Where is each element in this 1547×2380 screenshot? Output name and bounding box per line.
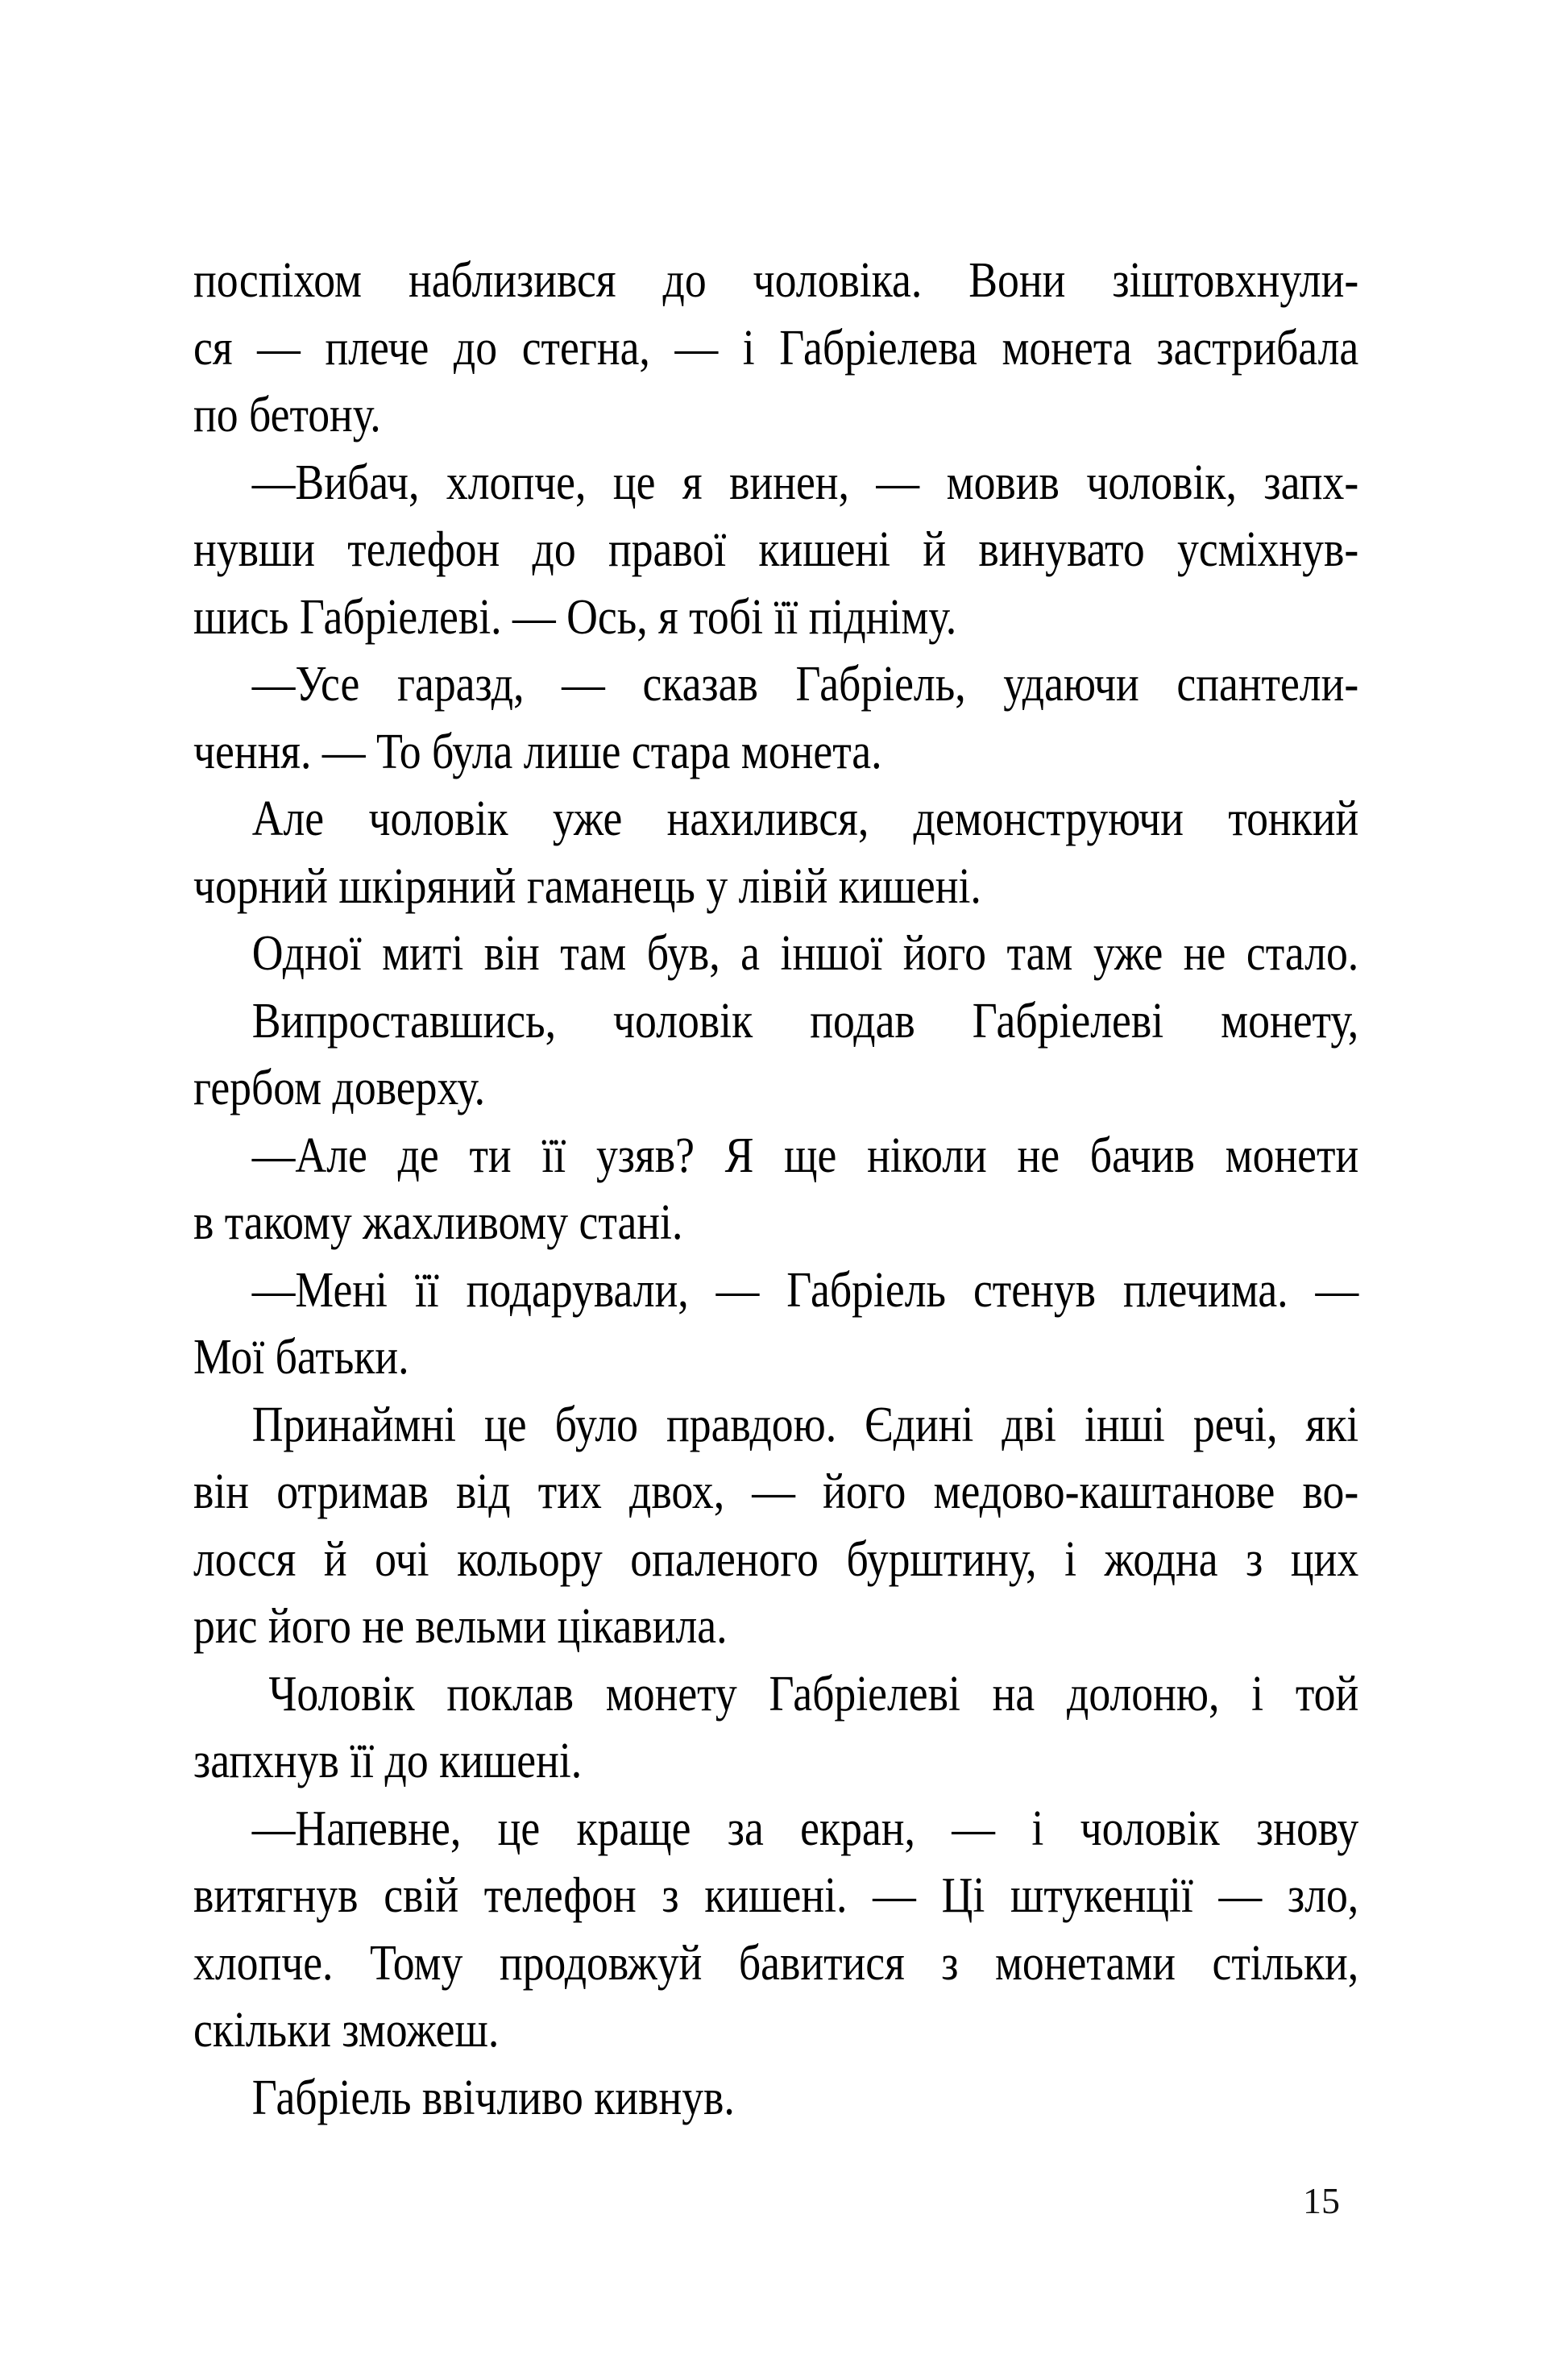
text-line: Габріель ввічливо кивнув. bbox=[251, 2070, 735, 2125]
text-line: скільки зможеш. bbox=[193, 2003, 500, 2058]
text-line: —Але де ти її узяв? Я ще ніколи не бачив монети bbox=[251, 1128, 1359, 1183]
text-line: він отримав від тих двох, — його медово-каштанове во- bbox=[193, 1464, 1359, 1519]
paragraph bbox=[193, 450, 1358, 652]
text-line: запхнув її до кишені. bbox=[193, 1734, 583, 1788]
text-line: —Усе гаразд, — сказав Габріель, удаючи спантели- bbox=[251, 657, 1359, 712]
text-line: гербом доверху. bbox=[193, 1061, 486, 1115]
text-line: лосся й очі кольору опаленого бурштину, і жодна з цих bbox=[193, 1531, 1359, 1587]
text-line: Одної миті він там був, а іншої його там уже не стало. bbox=[251, 926, 1359, 981]
text-line: чорний шкіряний гаманець у лівій кишені. bbox=[193, 858, 981, 914]
page-number: 15 bbox=[1303, 2180, 1340, 2221]
text-line: рис його не вельми цікавила. bbox=[193, 1599, 728, 1654]
paragraph bbox=[193, 247, 1358, 450]
text-line: Випроставшись, чоловік подав Габріелеві монету, bbox=[251, 993, 1359, 1049]
text-line: по бетону. bbox=[193, 388, 381, 442]
text-line: —Вибач, хлопче, це я винен, — мовив чоловік, запх- bbox=[251, 455, 1359, 510]
paragraph bbox=[193, 1796, 1358, 2065]
text-line: ся — плече до стегна, — і Габріелева монета застрибала bbox=[193, 320, 1359, 376]
text-line: шись Габріелеві. — Ось, я тобі її підніму. bbox=[193, 589, 957, 645]
text-line: витягнув свій телефон з кишені. — Ці штукенції — зло, bbox=[193, 1868, 1359, 1923]
text-line: Чоловік поклав монету Габріелеві на долоню, і той bbox=[268, 1666, 1359, 1722]
text-line: хлопче. Тому продовжуй бавитися з монетами стільки, bbox=[193, 1935, 1359, 1991]
text-line: Мої батьки. bbox=[193, 1330, 409, 1385]
paragraph bbox=[193, 2065, 1358, 2133]
paragraph bbox=[193, 988, 1358, 1123]
page-text bbox=[193, 247, 1358, 2132]
paragraph bbox=[193, 651, 1358, 786]
text-line: нувши телефон до правої кишені й винувато усміхнув- bbox=[193, 522, 1359, 577]
text-line: в такому жахливому стані. bbox=[193, 1195, 683, 1250]
text-line: Але чоловік уже нахилився, демонструючи тонкий bbox=[251, 791, 1359, 846]
paragraph bbox=[193, 920, 1358, 988]
text-line: —Мені її подарували, — Габріель стенув плечима. — bbox=[251, 1262, 1359, 1318]
text-line: чення. — То була лише стара монета. bbox=[193, 724, 882, 779]
text-line: —Напевне, це краще за екран, — і чоловік знову bbox=[251, 1801, 1359, 1856]
paragraph bbox=[193, 786, 1358, 920]
paragraph bbox=[193, 1257, 1358, 1392]
paragraph bbox=[193, 1123, 1358, 1257]
text-line: поспіхом наблизився до чоловіка. Вони зіштовхнули- bbox=[193, 253, 1359, 308]
text-line: Принаймні це було правдою. Єдині дві інші речі, які bbox=[251, 1397, 1359, 1452]
paragraph bbox=[193, 1661, 1358, 1796]
paragraph bbox=[193, 1392, 1358, 1661]
